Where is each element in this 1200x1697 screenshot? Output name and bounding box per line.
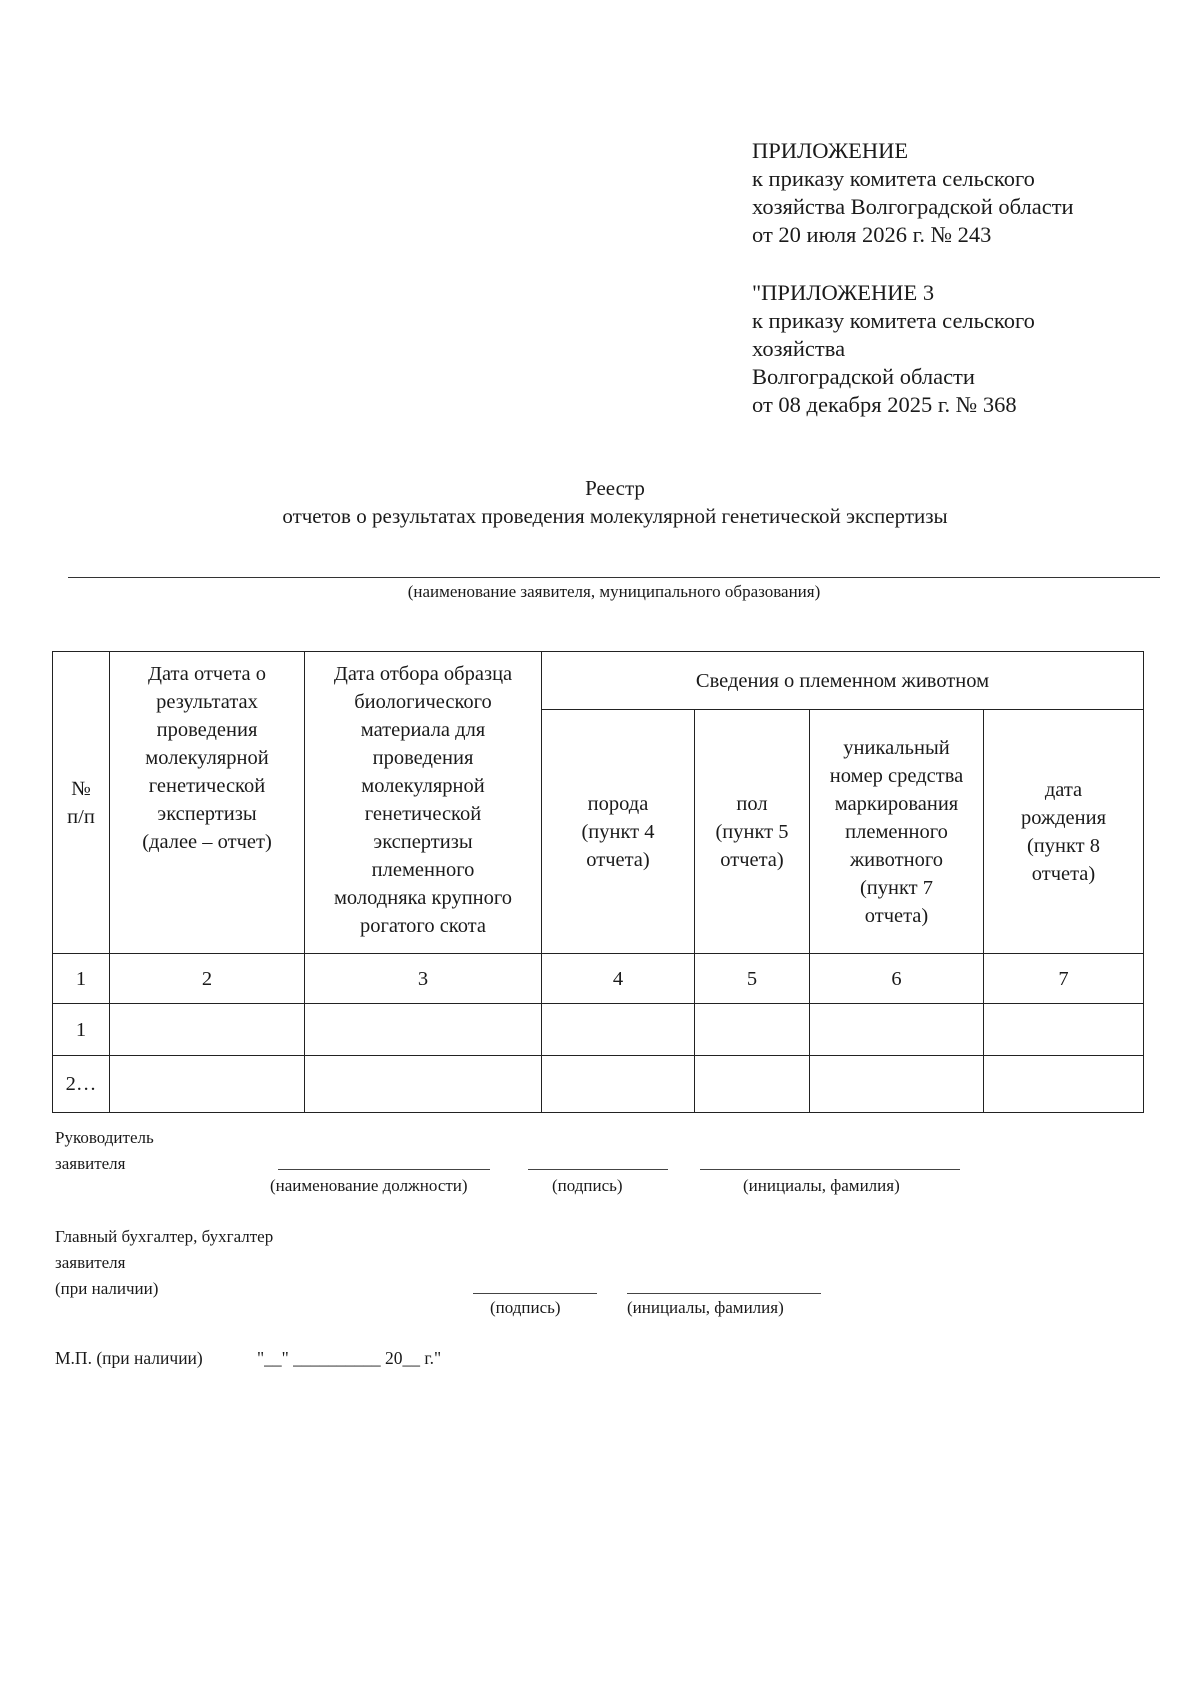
- table-cell[interactable]: [695, 1004, 810, 1056]
- table-cell[interactable]: [695, 1056, 810, 1113]
- column-number: 6: [810, 954, 984, 1004]
- appendix3-line: от 08 декабря 2025 г. № 368: [752, 392, 1017, 417]
- appendix3-title: "ПРИЛОЖЕНИЕ 3: [752, 280, 935, 305]
- table-cell[interactable]: [110, 1056, 305, 1113]
- table-cell[interactable]: [305, 1056, 542, 1113]
- accountant-initials-caption: (инициалы, фамилия): [627, 1298, 784, 1317]
- row-number: 1: [53, 1004, 110, 1056]
- column-number: 2: [110, 954, 305, 1004]
- column-number-row: [53, 954, 1144, 1004]
- column-number: 3: [305, 954, 542, 1004]
- table-cell[interactable]: [810, 1004, 984, 1056]
- head-label: Руководитель заявителя: [55, 1128, 154, 1173]
- appendix-line: к приказу комитета сельского: [752, 166, 1035, 191]
- table-cell[interactable]: [984, 1004, 1144, 1056]
- head-signature-line: [528, 1169, 668, 1170]
- header-report-date: Дата отчета о результатах проведения молекулярной генетической экспертизы (далее – отчет): [110, 652, 305, 954]
- table-cell[interactable]: [542, 1004, 695, 1056]
- date-field: "__" __________ 20__ г.": [257, 1348, 442, 1368]
- header-num: № п/п: [53, 652, 110, 954]
- header-sample-date: Дата отбора образца биологического материала для проведения молекулярной генетической экспертизы племенного молодняка крупного рогатого скота: [305, 652, 542, 954]
- table-cell[interactable]: [984, 1056, 1144, 1113]
- appendix3-line: хозяйства: [752, 336, 846, 361]
- table-row: [53, 1004, 1144, 1056]
- applicant-name-line: [68, 577, 1160, 578]
- table-cell[interactable]: [110, 1004, 305, 1056]
- table-cell[interactable]: [305, 1004, 542, 1056]
- table-row: [53, 1056, 1144, 1113]
- header-breed: порода (пункт 4 отчета): [542, 710, 695, 954]
- header-birth-date: дата рождения (пункт 8 отчета): [984, 710, 1144, 954]
- appendix-line: от 20 июля 2026 г. № 243: [752, 222, 992, 247]
- appendix-line: хозяйства Волгоградской области: [752, 194, 1074, 219]
- head-signature-caption: (подпись): [552, 1176, 623, 1195]
- applicant-name-caption: (наименование заявителя, муниципального образования): [407, 582, 821, 601]
- appendix-title: ПРИЛОЖЕНИЕ: [752, 138, 909, 163]
- row-number: 2…: [53, 1056, 110, 1113]
- head-initials-line: [700, 1169, 960, 1170]
- table-cell[interactable]: [542, 1056, 695, 1113]
- column-number: 7: [984, 954, 1144, 1004]
- position-caption: (наименование должности): [270, 1176, 468, 1195]
- document-title-block: [0, 474, 1200, 530]
- column-number: 1: [53, 954, 110, 1004]
- stamp-label: М.П. (при наличии): [55, 1348, 203, 1368]
- accountant-label: Главный бухгалтер, бухгалтер заявителя (при наличии): [55, 1227, 274, 1298]
- accountant-initials-line: [627, 1293, 821, 1294]
- column-number: 5: [695, 954, 810, 1004]
- accountant-signature-line: [473, 1293, 597, 1294]
- registry-table: [52, 651, 1144, 1113]
- position-line: [278, 1169, 490, 1170]
- document-subtitle: отчетов о результатах проведения молекулярной генетической экспертизы: [282, 504, 948, 528]
- appendix3-line: Волгоградской области: [752, 364, 975, 389]
- header-sex: пол (пункт 5 отчета): [695, 710, 810, 954]
- document-title: Реестр: [585, 476, 645, 500]
- appendix-header: [752, 137, 1074, 249]
- header-animal-group: Сведения о племенном животном: [542, 652, 1144, 710]
- header-marking-number: уникальный номер средства маркирования племенного животного (пункт 7 отчета): [810, 710, 984, 954]
- appendix3-line: к приказу комитета сельского: [752, 308, 1035, 333]
- appendix3-header: [752, 279, 1035, 419]
- table-cell[interactable]: [810, 1056, 984, 1113]
- accountant-signature-caption: (подпись): [490, 1298, 561, 1317]
- column-number: 4: [542, 954, 695, 1004]
- head-initials-caption: (инициалы, фамилия): [743, 1176, 900, 1195]
